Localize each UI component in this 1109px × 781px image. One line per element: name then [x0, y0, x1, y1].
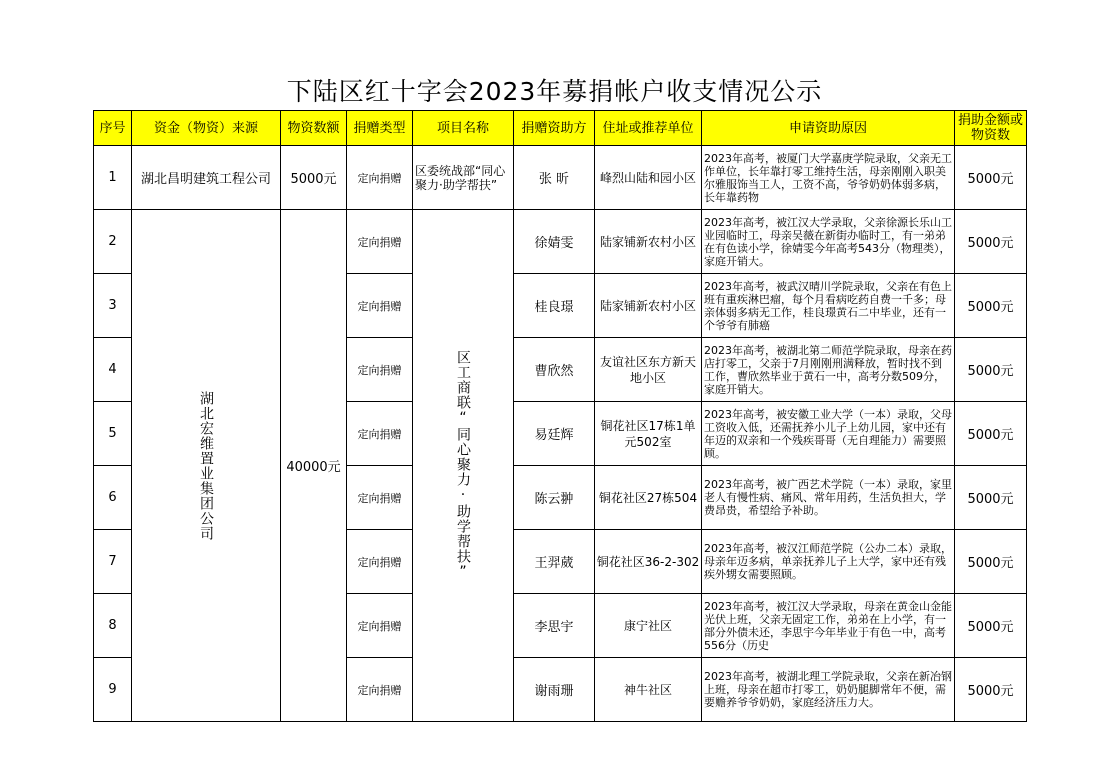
cell-type: 定向捐赠 — [347, 274, 413, 338]
cell-address: 铜花社区17栋1单元502室 — [595, 402, 702, 466]
table-row — [94, 146, 1027, 210]
header-row — [94, 111, 1027, 146]
cell-no: 6 — [94, 466, 132, 530]
header-address: 住址或推荐单位 — [595, 111, 702, 146]
cell-reason: 2023年高考，被湖北第二师范学院录取，母亲在药店打零工，父亲于7月刚刚刑满释放，暂时找不到工作，曹欣然毕业于黄石一中，高考分数509分，家庭开销大。 — [704, 343, 952, 396]
cell-donation: 5000元 — [955, 530, 1027, 594]
cell-reason: 2023年高考，被江汉大学录取，母亲在黄金山金能光伏上班，父亲无固定工作，弟弟在上小学，有一部分外债未还，李思宇今年毕业于有色一中，高考556分（历史 — [704, 599, 952, 652]
header-reason: 申请资助原因 — [702, 111, 955, 146]
cell-type: 定向捐赠 — [347, 530, 413, 594]
header-donation: 捐助金额或物资数 — [955, 111, 1027, 146]
header-type: 捐赠类型 — [347, 111, 413, 146]
cell-address: 友谊社区东方新天地小区 — [595, 338, 702, 402]
cell-type: 定向捐赠 — [347, 402, 413, 466]
cell-no: 4 — [94, 338, 132, 402]
table-row — [94, 210, 1027, 274]
cell-donation: 5000元 — [955, 658, 1027, 722]
cell-reason: 2023年高考，被汉江师范学院（公办二本）录取，母亲年迈多病，单亲抚养儿子上大学，家中还有残疾外甥女需要照顾。 — [704, 542, 952, 581]
cell-address: 神牛社区 — [595, 658, 702, 722]
cell-source: 湖北昌明建筑工程公司 — [132, 146, 281, 210]
cell-address: 铜花社区36-2-302 — [595, 530, 702, 594]
cell-type: 定向捐赠 — [347, 594, 413, 658]
cell-reason: 2023年高考，被安徽工业大学（一本）录取，父母工资收入低，还需抚养小儿子上幼儿园，家中还有年迈的双亲和一个残疾哥哥（无自理能力）需要照顾。 — [704, 407, 952, 460]
header-amount: 物资数额 — [281, 111, 347, 146]
cell-reason: 2023年高考，被江汉大学录取，父亲徐源长乐山工业园临时工，母亲吴薇在新街办临时工，有一弟弟在有色读小学，徐婧雯今年高考543分（物理类），家庭开销大。 — [704, 215, 952, 268]
cell-no: 5 — [94, 402, 132, 466]
cell-donation: 5000元 — [955, 274, 1027, 338]
cell-recipient: 谢雨珊 — [514, 658, 595, 722]
page-title: 下陆区红十字会2023年募捐帐户收支情况公示 — [286, 77, 823, 106]
cell-recipient: 桂良璟 — [514, 274, 595, 338]
header-recipient: 捐赠资助方 — [514, 111, 595, 146]
cell-address: 铜花社区27栋504 — [595, 466, 702, 530]
cell-address: 峰烈山陆和园小区 — [595, 146, 702, 210]
cell-type: 定向捐赠 — [347, 338, 413, 402]
cell-donation: 5000元 — [955, 146, 1027, 210]
cell-address: 陆家铺新农村小区 — [595, 210, 702, 274]
cell-donation: 5000元 — [955, 594, 1027, 658]
cell-donation: 5000元 — [955, 466, 1027, 530]
header-project: 项目名称 — [413, 111, 514, 146]
cell-recipient: 曹欣然 — [514, 338, 595, 402]
cell-source-merged — [132, 210, 281, 722]
header-no: 序号 — [94, 111, 132, 146]
cell-donation: 5000元 — [955, 402, 1027, 466]
cell-type: 定向捐赠 — [347, 658, 413, 722]
header-source: 资金（物资）来源 — [132, 111, 281, 146]
cell-recipient: 徐婧雯 — [514, 210, 595, 274]
cell-reason: 2023年高考，被武汉晴川学院录取，父亲在有色上班有重疾淋巴瘤，每个月看病吃药自费一千多；母亲体弱多病无工作，桂良璟黄石二中毕业，还有一个爷爷有肺癌 — [704, 279, 952, 332]
cell-recipient: 李思宇 — [514, 594, 595, 658]
cell-no: 3 — [94, 274, 132, 338]
cell-no: 9 — [94, 658, 132, 722]
cell-type: 定向捐赠 — [347, 146, 413, 210]
cell-no: 1 — [94, 146, 132, 210]
cell-amount: 5000元 — [281, 146, 347, 210]
cell-donation: 5000元 — [955, 338, 1027, 402]
cell-reason: 2023年高考，被厦门大学嘉庚学院录取，父亲无工作单位，长年靠打零工维持生活，母亲刚刚入职美尔雅服饰当工人，工资不高，爷爷奶奶体弱多病，长年靠药物 — [704, 151, 952, 204]
cell-recipient: 陈云翀 — [514, 466, 595, 530]
cell-project: 区委统战部“同心聚力·助学帮扶” — [413, 146, 514, 210]
cell-type: 定向捐赠 — [347, 210, 413, 274]
cell-recipient: 易廷辉 — [514, 402, 595, 466]
cell-address: 康宁社区 — [595, 594, 702, 658]
merged-source-text: 湖北宏维置业集团公司 — [198, 390, 214, 541]
cell-reason: 2023年高考，被湖北理工学院录取，父亲在新冶钢上班，母亲在超市打零工，奶奶腿脚常年不便，需要赡养爷爷奶奶，家庭经济压力大。 — [704, 670, 952, 709]
cell-reason: 2023年高考，被广西艺术学院（一本）录取，家里老人有慢性病、痛风、常年用药，生活负担大，学费昂贵，希望给予补助。 — [704, 478, 952, 517]
cell-project-merged — [413, 210, 514, 722]
cell-no: 2 — [94, 210, 132, 274]
donation-table — [93, 110, 1027, 722]
cell-address: 陆家铺新农村小区 — [595, 274, 702, 338]
cell-donation: 5000元 — [955, 210, 1027, 274]
cell-no: 7 — [94, 530, 132, 594]
cell-type: 定向捐赠 — [347, 466, 413, 530]
cell-recipient: 王羿葳 — [514, 530, 595, 594]
merged-project-text: 区工商联“同心聚力·助学帮扶” — [455, 350, 471, 581]
cell-amount-merged: 40000元 — [281, 210, 347, 722]
cell-recipient: 张 昕 — [514, 146, 595, 210]
cell-no: 8 — [94, 594, 132, 658]
